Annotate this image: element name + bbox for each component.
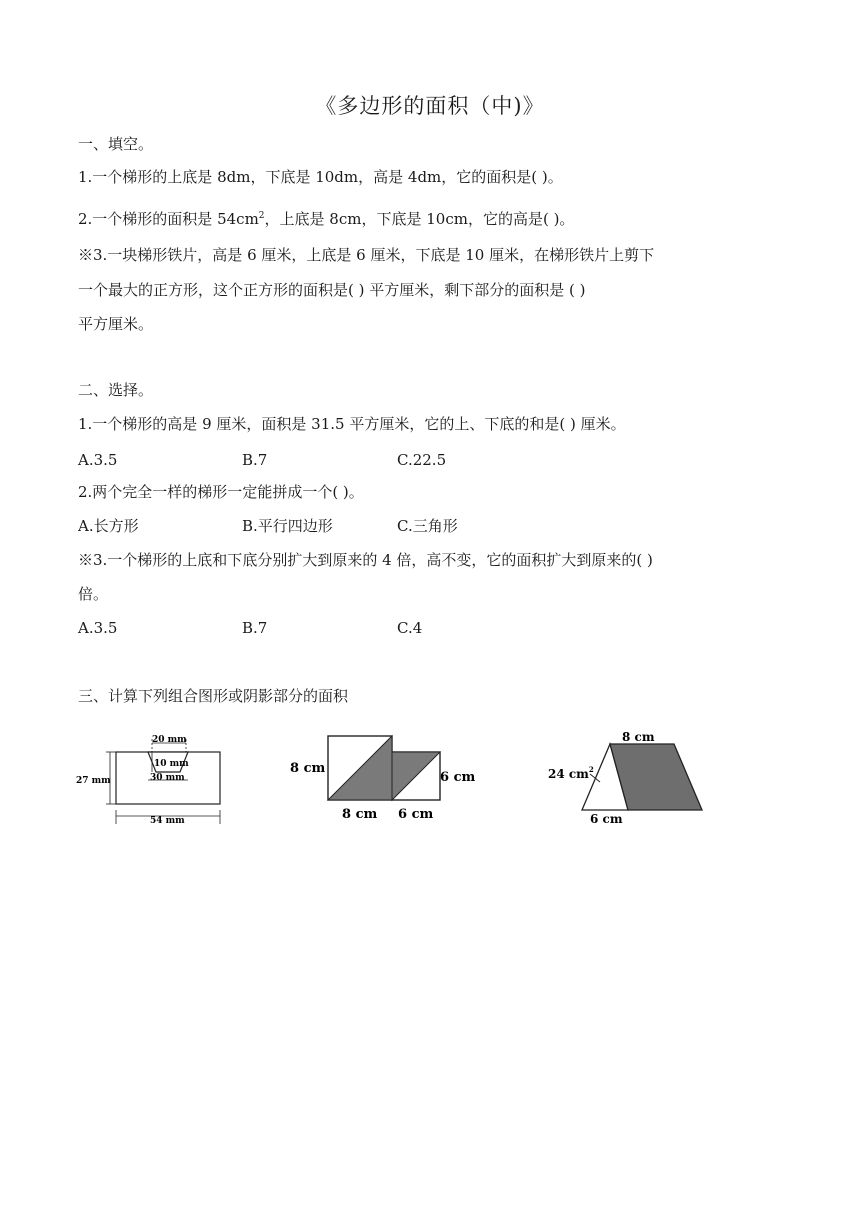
fig2-label-left: 8 cm <box>290 761 326 776</box>
choice-1-option-a: A.3.5 <box>78 451 118 469</box>
figure-two-squares-shaded <box>288 730 488 825</box>
figure-rectangle-with-trapezoid <box>74 728 234 828</box>
choice-question-3-line-2: 倍。 <box>78 585 109 603</box>
fig1-label-bottom: 30 mm <box>150 773 185 783</box>
section1-heading: 一、填空。 <box>78 135 154 153</box>
choice-3-option-c: C.4 <box>397 619 423 637</box>
choice-2-option-c: C.三角形 <box>397 517 458 535</box>
fill-question-2-part-a: 2.一个梯形的面积是 54cm <box>78 210 259 228</box>
fill-question-3-line-2: 一个最大的正方形，这个正方形的面积是( ) 平方厘米，剩下部分的面积是 ( ) <box>78 281 586 299</box>
choice-3-option-b: B.7 <box>242 619 268 637</box>
fig3-label-top: 8 cm <box>622 730 655 744</box>
choice-question-3-line-1: ※3.一个梯形的上底和下底分别扩大到原来的 4 倍，高不变，它的面积扩大到原来的( ) <box>78 551 653 569</box>
choice-3-option-a: A.3.5 <box>78 619 118 637</box>
fill-question-3-line-1: ※3.一块梯形铁片，高是 6 厘米，上底是 6 厘米，下底是 10 厘米，在梯形铁片上剪下 <box>78 246 655 264</box>
fig2-label-bottom-left: 8 cm <box>342 807 378 822</box>
choice-question-2: 2.两个完全一样的梯形一定能拼成一个( )。 <box>78 483 364 501</box>
fig1-label-height: 27 mm <box>76 776 111 786</box>
choice-question-1: 1.一个梯形的高是 9 厘米，面积是 31.5 平方厘米，它的上、下底的和是( ) 厘米。 <box>78 415 626 433</box>
figure-trapezoid-shaded-parallelogram <box>544 726 714 826</box>
fig2-label-bottom-right: 6 cm <box>398 807 434 822</box>
fill-question-2-part-b: ，上底是 8cm，下底是 10cm，它的高是( )。 <box>264 210 575 228</box>
fig3-label-area-sup: 2 <box>588 765 594 774</box>
fig3-label-area-base: 24 cm <box>548 767 589 781</box>
superscript-2: 2 <box>258 211 265 221</box>
section3-heading: 三、计算下列组合图形或阴影部分的面积 <box>78 687 349 705</box>
choice-1-option-b: B.7 <box>242 451 268 469</box>
fill-question-3-line-3: 平方厘米。 <box>78 315 154 333</box>
fig1-label-middle: 10 mm <box>154 759 189 769</box>
fill-question-2 <box>78 205 574 230</box>
fig3-label-area <box>548 765 594 781</box>
fig2-label-right: 6 cm <box>440 770 476 785</box>
fig3-label-bottom: 6 cm <box>590 812 623 826</box>
fig1-label-top: 20 mm <box>152 735 187 745</box>
fig1-label-width: 54 mm <box>150 816 185 826</box>
section2-heading: 二、选择。 <box>78 381 154 399</box>
page-title: 《多边形的面积（中)》 <box>315 94 545 118</box>
choice-2-option-a: A.长方形 <box>78 517 139 535</box>
choice-2-option-b: B.平行四边形 <box>242 517 333 535</box>
fill-question-1: 1.一个梯形的上底是 8dm，下底是 10dm，高是 4dm，它的面积是( )。 <box>78 168 563 186</box>
choice-1-option-c: C.22.5 <box>397 451 447 469</box>
